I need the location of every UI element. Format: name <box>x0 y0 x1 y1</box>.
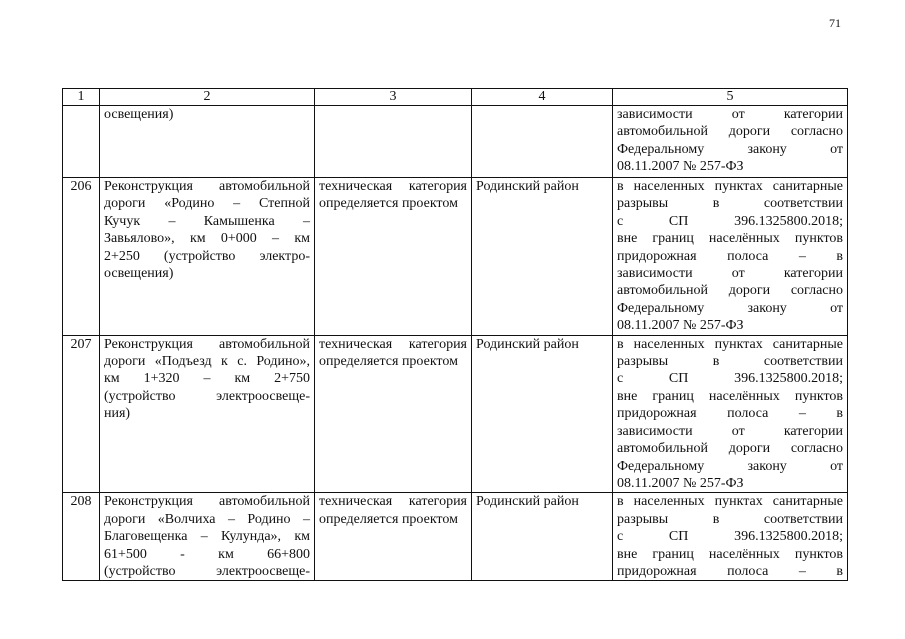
zone-description-line: с СП 396.1325800.2018; <box>617 371 843 387</box>
object-name-line: Реконструкция автомобильной <box>104 179 310 194</box>
object-name <box>100 178 315 336</box>
object-name-line: Реконструкция автомобильной <box>104 494 310 510</box>
zone-description <box>613 178 848 336</box>
zone-description-line: зависимости от категории <box>617 423 843 439</box>
zone-description-line: автомобильной дороги согласно <box>617 124 843 140</box>
zone-description <box>613 106 848 178</box>
object-name-line: Завьялово», км 0+000 – км <box>104 231 310 247</box>
object-name-line: дороги «Родино – Степной <box>104 196 310 212</box>
object-district: Родинский район <box>472 178 613 336</box>
object-name-line: км 1+320 – км 2+750 <box>104 371 310 387</box>
zone-description-line: с СП 396.1325800.2018; <box>617 213 843 229</box>
zone-description-line: в населенных пунктах санитарные <box>617 494 843 510</box>
zone-description-line: вне границ населённых пунктов <box>617 546 843 562</box>
object-category-line: техническая категория <box>319 336 467 352</box>
table-header-row <box>63 89 848 106</box>
object-category-line: определяется проектом <box>319 196 458 212</box>
page-number: 71 <box>829 16 841 30</box>
object-district: Родинский район <box>472 335 613 493</box>
zone-description <box>613 493 848 581</box>
zone-description-line: в населенных пунктах санитарные <box>617 179 843 194</box>
zone-description-line: вне границ населённых пунктов <box>617 388 843 404</box>
zone-description-line: придорожная полоса – в <box>617 563 843 579</box>
zone-description-line: разрывы в соответствии <box>617 511 843 527</box>
zone-description-line: Федеральному закону от <box>617 458 843 474</box>
zone-description-line: придорожная полоса – в <box>617 406 843 422</box>
zone-description-line: автомобильной дороги согласно <box>617 283 843 299</box>
zone-description-line: вне границ населённых пунктов <box>617 231 843 247</box>
table-row <box>63 493 848 581</box>
object-category-line: техническая категория <box>319 494 467 510</box>
zone-description-line: зависимости от категории <box>617 107 843 122</box>
object-name <box>100 335 315 493</box>
object-name-line: дороги «Волчиха – Родино – <box>104 511 310 527</box>
object-name-line: 61+500 - км 66+800 <box>104 546 310 562</box>
zone-description-line: Федеральному закону от <box>617 141 843 157</box>
row-number: 207 <box>63 335 100 493</box>
header-col-1: 1 <box>63 89 100 106</box>
zone-description-line: Федеральному закону от <box>617 300 843 316</box>
object-name-line: ния) <box>104 406 131 422</box>
zone-description-line: 08.11.2007 № 257-ФЗ <box>617 475 744 491</box>
zone-description-line: с СП 396.1325800.2018; <box>617 529 843 545</box>
table-row <box>63 335 848 493</box>
object-name-line: дороги «Подъезд к с. Родино», <box>104 354 310 370</box>
table-row-continued <box>63 106 848 178</box>
object-district: Родинский район <box>472 493 613 581</box>
object-name <box>100 493 315 581</box>
object-name-line: освещения) <box>104 266 174 282</box>
object-category <box>315 178 472 336</box>
table-row <box>63 178 848 336</box>
object-district <box>472 106 613 178</box>
object-category-line: определяется проектом <box>319 354 458 370</box>
object-name-line: (устройство электроосвеще- <box>104 388 310 404</box>
zone-description-line: зависимости от категории <box>617 266 843 282</box>
zones-table <box>62 88 848 581</box>
object-name-line: освещения) <box>104 107 174 122</box>
zone-description-line: 08.11.2007 № 257-ФЗ <box>617 318 744 334</box>
object-category-line: определяется проектом <box>319 511 458 527</box>
object-name-line: (устройство электроосвеще- <box>104 563 310 579</box>
object-name-line: Реконструкция автомобильной <box>104 336 310 352</box>
zone-description-line: придорожная полоса – в <box>617 248 843 264</box>
zone-description <box>613 335 848 493</box>
zone-description-line: в населенных пунктах санитарные <box>617 336 843 352</box>
object-name <box>100 106 315 178</box>
zone-description-line: 08.11.2007 № 257-ФЗ <box>617 159 744 175</box>
object-name-line: Кучук – Камышенка – <box>104 213 310 229</box>
object-category-line: техническая категория <box>319 179 467 194</box>
object-category <box>315 335 472 493</box>
header-col-2: 2 <box>100 89 315 106</box>
zone-description-line: разрывы в соответствии <box>617 354 843 370</box>
object-category <box>315 106 472 178</box>
row-number: 206 <box>63 178 100 336</box>
header-col-3: 3 <box>315 89 472 106</box>
zone-description-line: разрывы в соответствии <box>617 196 843 212</box>
row-number: 208 <box>63 493 100 581</box>
object-category <box>315 493 472 581</box>
row-number <box>63 106 100 178</box>
header-col-4: 4 <box>472 89 613 106</box>
header-col-5: 5 <box>613 89 848 106</box>
object-name-line: Благовещенка – Кулунда», км <box>104 529 310 545</box>
object-name-line: 2+250 (устройство электро- <box>104 248 310 264</box>
zone-description-line: автомобильной дороги согласно <box>617 441 843 457</box>
